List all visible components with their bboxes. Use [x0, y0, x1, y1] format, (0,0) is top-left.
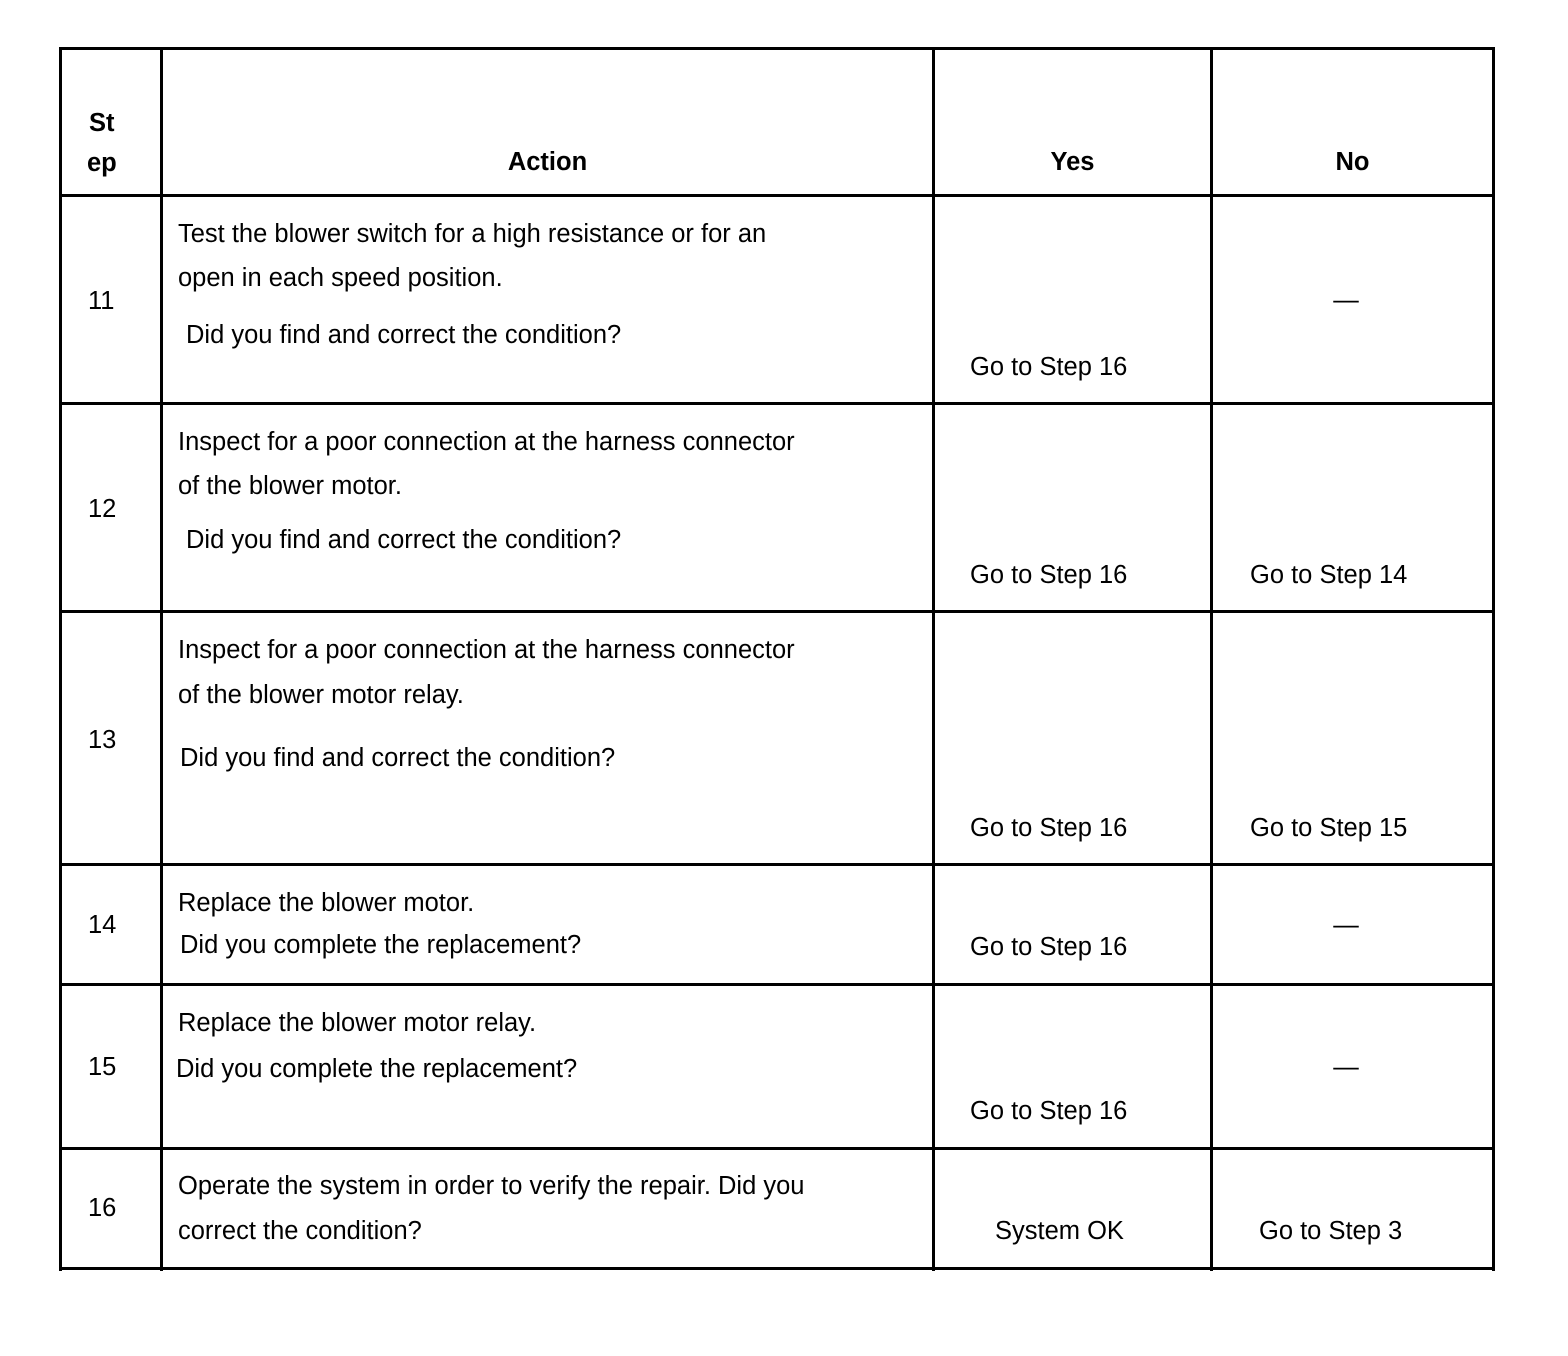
- action-text: of the blower motor.: [178, 472, 402, 500]
- action-text: Inspect for a poor connection at the harness connector: [178, 428, 795, 456]
- no-result: Go to Step 15: [1250, 814, 1408, 842]
- header-step-line2: ep: [87, 149, 117, 177]
- header-action: Action: [507, 148, 588, 176]
- yes-result: Go to Step 16: [970, 561, 1128, 589]
- header-step-line1: St: [89, 109, 115, 137]
- action-text: Operate the system in order to verify the repair. Did you: [178, 1172, 805, 1200]
- row-divider: [59, 1147, 1495, 1150]
- action-question: Did you find and correct the condition?: [186, 321, 622, 349]
- step-number: 13: [88, 726, 117, 754]
- action-question: Did you find and correct the condition?: [180, 744, 616, 772]
- table-border-left: [59, 47, 62, 1271]
- action-text: Test the blower switch for a high resistance or for an: [178, 220, 767, 248]
- action-text: of the blower motor relay.: [178, 681, 464, 709]
- header-no: No: [1335, 148, 1370, 176]
- column-divider: [932, 47, 935, 1271]
- step-number: 11: [88, 287, 115, 315]
- action-text: Inspect for a poor connection at the harness connector: [178, 636, 795, 664]
- action-question: Did you find and correct the condition?: [186, 526, 622, 554]
- action-text: Replace the blower motor relay.: [178, 1009, 537, 1037]
- no-result: —: [1333, 911, 1359, 939]
- action-question: Did you complete the replacement?: [180, 931, 582, 959]
- action-text: correct the condition?: [178, 1217, 422, 1245]
- header-yes: Yes: [1050, 148, 1095, 176]
- yes-result: Go to Step 16: [970, 814, 1128, 842]
- column-divider: [1210, 47, 1213, 1271]
- yes-result: Go to Step 16: [970, 933, 1128, 961]
- row-divider: [59, 610, 1495, 613]
- table-border-bottom: [59, 1267, 1495, 1270]
- row-divider: [59, 402, 1495, 405]
- yes-result: Go to Step 16: [970, 353, 1128, 381]
- action-text: open in each speed position.: [178, 264, 503, 292]
- table-border-right: [1492, 47, 1495, 1271]
- step-number: 15: [88, 1053, 117, 1081]
- step-number: 16: [88, 1194, 117, 1222]
- action-text: Replace the blower motor.: [178, 889, 475, 917]
- column-divider: [160, 47, 163, 1271]
- yes-result: Go to Step 16: [970, 1097, 1128, 1125]
- row-divider: [59, 983, 1495, 986]
- step-number: 14: [88, 911, 117, 939]
- table-border-top: [59, 47, 1495, 50]
- yes-result: System OK: [995, 1217, 1124, 1245]
- no-result: —: [1333, 1053, 1359, 1081]
- no-result: Go to Step 3: [1259, 1217, 1403, 1245]
- action-question: Did you complete the replacement?: [176, 1055, 578, 1083]
- header-divider: [59, 194, 1495, 197]
- step-number: 12: [88, 495, 117, 523]
- row-divider: [59, 863, 1495, 866]
- no-result: —: [1333, 286, 1359, 314]
- no-result: Go to Step 14: [1250, 561, 1408, 589]
